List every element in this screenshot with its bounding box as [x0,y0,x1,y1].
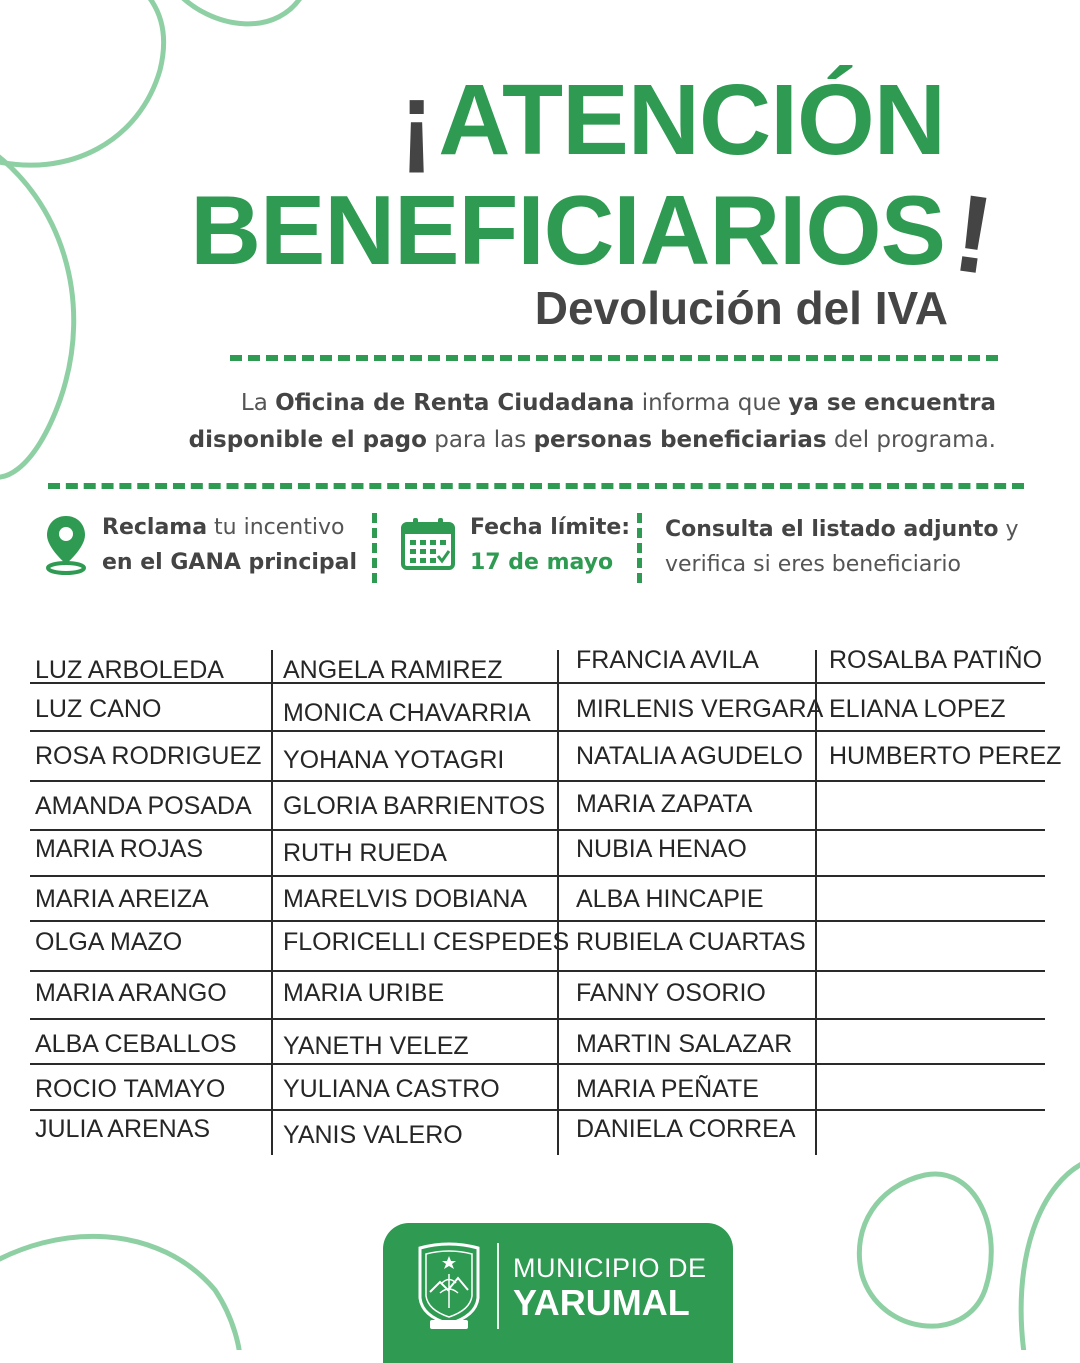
dashed-divider-top [230,355,998,361]
deadline-label: Fecha límite: [470,515,631,540]
feature-separator-2 [637,513,642,583]
beneficiary-name: GLORIA BARRIENTOS [283,791,546,820]
info-bold: personas beneficiarias [533,427,827,453]
beneficiary-name: MARELVIS DOBIANA [283,884,528,913]
deco-blob-top [175,0,305,24]
beneficiary-name: LUZ CANO [35,695,162,723]
claim-normal: tu incentivo [207,515,345,540]
beneficiary-name: ROCIO TAMAYO [35,1075,226,1103]
consult-normal: y [998,517,1019,542]
beneficiary-name: FANNY OSORIO [576,979,766,1007]
inverted-exclamation: ¡ [399,61,433,179]
closing-exclamation: ! [947,171,1001,298]
info-bold: Oficina de Renta Ciudadana [275,390,635,416]
beneficiary-name: DANIELA CORREA [576,1114,796,1143]
claim-bold: Reclama [102,515,208,540]
info-text: del programa. [826,427,996,453]
beneficiary-name: LUZ ARBOLEDA [35,655,224,684]
title-beneficiarios: BENEFICIARIOS [190,175,945,285]
info-paragraph [136,385,996,459]
location-pin-icon [44,514,88,576]
beneficiary-name: NUBIA HENAO [576,835,747,863]
municipal-shield-icon [416,1238,482,1330]
feature-separator-1 [372,513,377,583]
consult-text [665,512,1019,582]
beneficiary-name: ROSA RODRIGUEZ [35,742,262,770]
beneficiary-name: MARIA AREIZA [35,884,209,913]
beneficiary-name: MONICA CHAVARRIA [283,699,531,727]
headline [0,55,1080,335]
deadline-date: 17 de mayo [470,550,614,575]
deadline-text [470,510,630,580]
beneficiary-name: HUMBERTO PEREZ [829,742,1062,770]
beneficiary-name: FLORICELLI CESPEDES [283,928,570,956]
logo-line-2: YARUMAL [513,1282,690,1323]
deco-blob-bottom-right-2 [1021,1160,1080,1350]
info-text: La [240,390,276,416]
municipality-logo [383,1223,733,1363]
beneficiary-name: NATALIA AGUDELO [576,742,803,770]
beneficiary-name: MARIA PEÑATE [576,1075,759,1103]
beneficiary-name: RUTH RUEDA [283,839,447,867]
dashed-divider-bottom [48,483,1024,489]
beneficiary-name: YOHANA YOTAGRI [283,746,505,774]
beneficiary-name: ALBA HINCAPIE [576,884,764,913]
info-text: para las [426,427,534,453]
logo-line-1: MUNICIPIO DE [513,1253,707,1283]
beneficiary-name: MARTIN SALAZAR [576,1029,793,1058]
title-atencion: ATENCIÓN [438,64,945,176]
beneficiary-name: MARIA URIBE [283,979,445,1007]
beneficiary-name: ELIANA LOPEZ [829,695,1006,723]
beneficiary-name: JULIA ARENAS [35,1114,211,1143]
beneficiary-name: YANIS VALERO [283,1120,463,1149]
subtitle: Devolución del IVA [534,282,948,334]
beneficiary-name: MARIA ARANGO [35,979,227,1007]
beneficiary-name: YULIANA CASTRO [283,1075,500,1103]
logo-divider [497,1243,499,1329]
beneficiary-name: MIRLENIS VERGARA [576,695,824,723]
beneficiary-name: ANGELA RAMIREZ [283,655,503,684]
consult-bold: Consulta el listado adjunto [665,517,999,542]
deco-blob-bottom-left [0,1236,240,1350]
beneficiaries-table [30,640,1062,1155]
beneficiary-name: ALBA CEBALLOS [35,1029,237,1058]
beneficiary-name: FRANCIA AVILA [576,645,759,674]
beneficiary-name: YANETH VELEZ [283,1031,469,1060]
info-bold: disponible el pago [188,427,427,453]
claim-text [102,510,357,580]
info-bold: ya se encuentra [788,390,996,416]
consult-normal: verifica si eres beneficiario [665,552,961,577]
beneficiary-name: ROSALBA PATIÑO [829,645,1043,674]
beneficiary-name: RUBIELA CUARTAS [576,928,806,956]
beneficiary-name: MARIA ZAPATA [576,789,753,818]
beneficiary-name: OLGA MAZO [35,928,183,956]
deco-blob-bottom-right-1 [859,1174,991,1326]
claim-location: en el GANA principal [102,550,358,575]
beneficiary-name: AMANDA POSADA [35,791,252,820]
calendar-icon [400,516,456,572]
beneficiary-name: MARIA ROJAS [35,835,204,863]
info-text: informa que [634,390,789,416]
headline-line-1 [399,61,945,179]
